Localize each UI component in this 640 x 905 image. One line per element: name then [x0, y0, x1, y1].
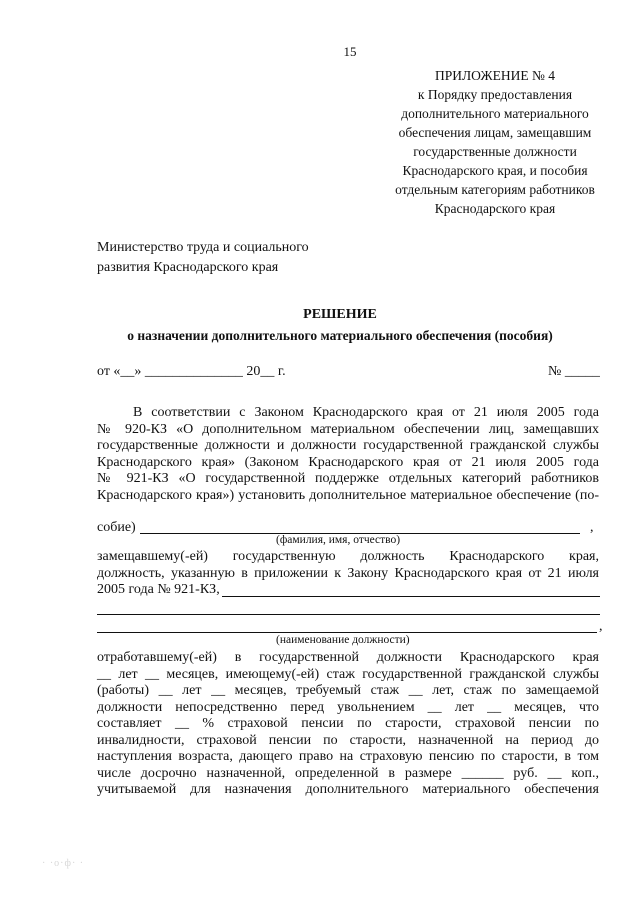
- text-line: учитываемой для назначения дополнительного материального обеспечения: [97, 782, 599, 797]
- text-line: должность, указанную в приложении к Закону Краснодарского края от 21 июля: [97, 565, 599, 581]
- text-line: инвалидности, страховой пенсии по старости, назначенной на период до: [97, 732, 599, 748]
- position-underline: [222, 596, 600, 597]
- ministry-name: [97, 238, 309, 278]
- text-line: В соответствии с Законом Краснодарского края от 21 июля 2005 года: [133, 405, 599, 420]
- text-line: должности непосредственно перед увольнением __ лет __ месяцев, что: [97, 699, 599, 715]
- text-line: № 921-КЗ «О государственной поддержке отдельных категорий работников: [97, 471, 599, 486]
- fio-line: [97, 520, 136, 536]
- text-line: отработавшему(-ей) в государственной должности Краснодарского края: [97, 650, 599, 665]
- text-line: (работы) __ лет __ месяцев, требуемый стаж __ лет, стаж по замещаемой: [97, 683, 599, 698]
- ministry-line: Министерство труда и социального: [97, 240, 309, 255]
- appendix-line: ПРИЛОЖЕНИЕ № 4: [434, 68, 556, 83]
- appendix-line: государственные должности: [413, 144, 577, 159]
- paragraph-service-record: [97, 650, 599, 799]
- appendix-line: обеспечения лицам, замещавшим: [398, 125, 592, 140]
- text-line: __ лет __ месяцев, имеющему(-ей) стаж государственной гражданской службы: [97, 666, 599, 682]
- appendix-header: [380, 66, 610, 218]
- text-line: числе досрочно назначенной, определенной в размере ______ руб. __ коп.,: [97, 765, 599, 781]
- ministry-line: развития Краснодарского края: [97, 260, 279, 275]
- number-field: № _____: [548, 364, 600, 379]
- fio-comma: ,: [590, 520, 594, 535]
- text-line: № 920-КЗ «О дополнительном материальном обеспечении лиц, замещавших: [97, 421, 599, 437]
- document-title: РЕШЕНИЕ: [303, 307, 377, 322]
- text-line: государственные должности и должности государственной гражданской службы: [97, 438, 599, 453]
- document-subtitle: о назначении дополнительного материального обеспечения (пособия): [127, 328, 553, 343]
- appendix-line: Краснодарского края, и пособия: [402, 163, 588, 178]
- text-line: собие): [97, 520, 136, 535]
- date-field: от «__» ______________ 20__ г.: [97, 364, 286, 379]
- appendix-line: отдельным категориям работников: [395, 182, 595, 197]
- text-line: 2005 года № 921-КЗ,: [97, 582, 220, 597]
- text-line: Краснодарского края» (Законом Краснодарского края от 21 июля 2005 года: [97, 454, 599, 470]
- appendix-line: дополнительного материального: [401, 106, 589, 121]
- caption-position: (наименование должности): [276, 634, 410, 646]
- appendix-line: к Порядку предоставления: [417, 87, 573, 102]
- position-comma: ,: [599, 619, 603, 634]
- text-line: составляет __ % страховой пенсии по старости, страховой пенсии по: [97, 716, 599, 731]
- appendix-line: Краснодарского края: [434, 201, 556, 216]
- text-line: Краснодарского края») установить дополнительное материальное обеспечение (по-: [97, 487, 599, 503]
- paragraph-position: [97, 549, 599, 582]
- footer-stamp: · ·о·ф· ·: [42, 858, 85, 869]
- text-line: замещавшему(-ей) государственную должность Краснодарского края,: [97, 549, 599, 564]
- text-line: наступления возраста, дающего право на страховую пенсию по старости, в том: [97, 749, 599, 764]
- page-number: 15: [343, 44, 357, 59]
- caption-fio: (фамилия, имя, отчество): [276, 534, 401, 546]
- paragraph-law-reference: [97, 405, 599, 504]
- position-underline: [97, 632, 597, 633]
- position-underline: [97, 614, 600, 615]
